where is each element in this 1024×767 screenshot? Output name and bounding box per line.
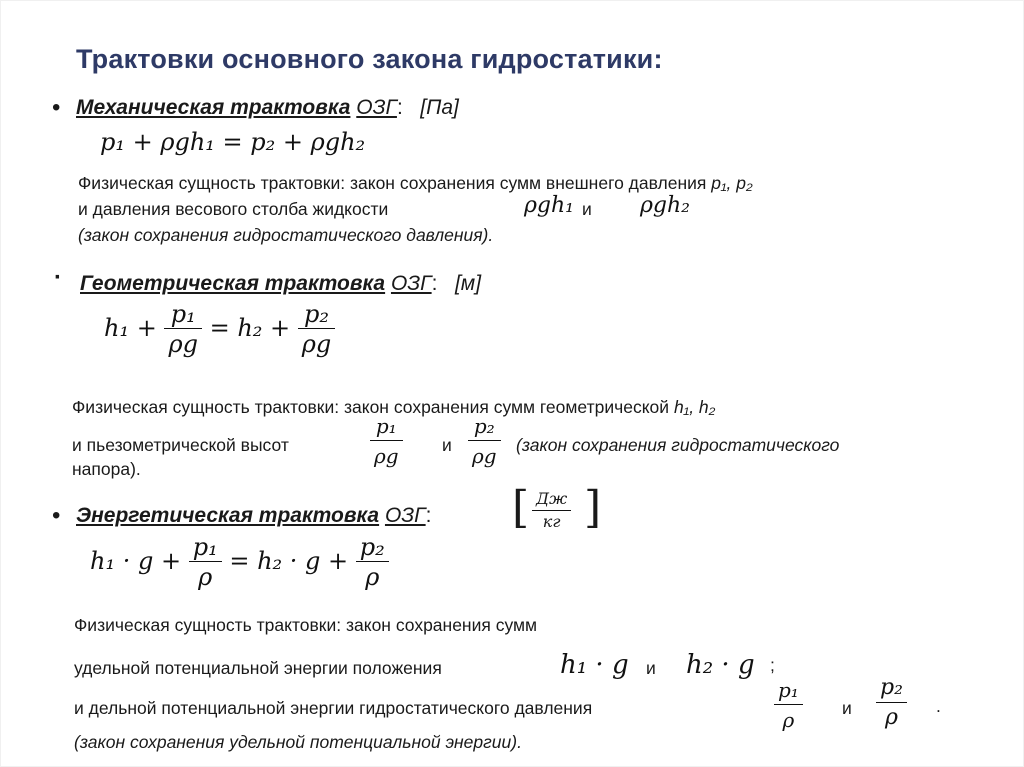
energy-inline-frac-2-den: ρ [884, 705, 898, 730]
heading-mechanical-abbr: ОЗГ [356, 96, 397, 119]
energy-frac-1 [189, 533, 222, 592]
energy-formula-mid: = h₂ · g + [229, 547, 349, 575]
unit-energy-bracket-right: ] [584, 482, 602, 533]
bullet-geometric: · [54, 264, 62, 291]
energy-and-2: и [842, 698, 852, 718]
energy-term1: h₁ · g [560, 650, 629, 680]
geo-inline-frac-1-num: p₁ [370, 412, 403, 441]
energy-inline-frac-1-inner [774, 676, 803, 735]
energy-inline-frac-2-num: p₂ [876, 674, 907, 703]
heading-geometric-abbr: ОЗГ [390, 272, 432, 295]
energy-frac-2 [356, 533, 389, 592]
heading-mechanical [76, 96, 459, 120]
geo-frac-2 [298, 300, 335, 359]
unit-mechanical: [Па] [420, 96, 459, 119]
mechanical-text-line1 [78, 172, 753, 194]
heading-mechanical-colon: : [396, 96, 403, 119]
geometric-text-line2-end: (закон сохранения гидростатического [516, 435, 840, 455]
geo-formula-h1: h₁ + [104, 314, 157, 342]
bullet-energy: • [52, 502, 61, 529]
bullet-mechanical: • [52, 94, 61, 121]
energy-frac-1-num: p₁ [189, 533, 222, 562]
geo-frac-1-num: p₁ [164, 300, 201, 329]
mechanical-line1-vars: p₁, p₂ [711, 173, 753, 193]
formula-geometric [104, 300, 335, 359]
geo-inline-frac-1-inner [370, 412, 403, 471]
energy-term2: h₂ · g [686, 650, 755, 680]
geo-inline-frac-1-den: ρg [374, 444, 399, 468]
energy-text-line2: удельной потенциальной энергии положения [74, 658, 442, 678]
energy-semicolon: ; [770, 655, 775, 675]
geometric-line1-vars: h₁, h₂ [673, 397, 716, 417]
geo-frac-2-num: p₂ [298, 300, 335, 329]
mechanical-text-line3: (закон сохранения гидростатического давления). [78, 225, 494, 245]
geometric-line1-text: Физическая сущность трактовки: закон сохранения сумм геометрической [72, 397, 674, 417]
geometric-text-line2: и пьезометрической высот [72, 435, 289, 455]
geo-inline-frac-2-inner [468, 412, 501, 471]
heading-mechanical-label: Механическая трактовка [76, 96, 351, 119]
mechanical-text-line2: и давления весового столба жидкости [78, 199, 389, 219]
energy-dot: . [936, 696, 941, 716]
energy-frac-2-den: ρ [365, 563, 380, 591]
energy-frac-1-den: ρ [198, 563, 213, 591]
geo-formula-eq: = h₂ + [209, 314, 291, 342]
energy-frac-2-num: p₂ [356, 533, 389, 562]
energy-inline-frac-2-inner [876, 674, 907, 733]
formula-energy [90, 533, 389, 592]
geo-frac-1 [164, 300, 201, 359]
geo-inline-frac-2-num: p₂ [468, 412, 501, 441]
energy-inline-frac-1-num: p₁ [774, 676, 803, 705]
slide-title: Трактовки основного закона гидростатики: [76, 44, 663, 74]
energy-text-line1: Физическая сущность трактовки: закон сохранения сумм [74, 615, 538, 635]
mechanical-and: и [582, 199, 592, 219]
energy-formula-left: h₁ · g + [90, 547, 182, 575]
heading-geometric [80, 272, 481, 296]
unit-energy-frac [532, 488, 571, 533]
geo-inline-frac-1 [370, 412, 403, 471]
geo-inline-frac-2 [468, 412, 501, 471]
energy-text-line3: и дельной потенциальной энергии гидростатического давления [74, 698, 593, 718]
geo-frac-1-den: ρg [168, 330, 198, 358]
unit-energy-num: Дж [532, 488, 571, 511]
heading-energy [76, 504, 431, 528]
unit-geometric: [м] [454, 272, 482, 295]
energy-inline-frac-2 [876, 674, 907, 733]
geo-inline-frac-2-den: ρg [472, 444, 497, 468]
geometric-text-line3: напора). [72, 459, 141, 479]
formula-mechanical: p₁ + ρgh₁ = p₂ + ρgh₂ [100, 128, 366, 156]
energy-text-line4: (закон сохранения удельной потенциальной энергии). [74, 732, 522, 752]
heading-energy-abbr: ОЗГ [384, 504, 426, 527]
geo-frac-2-den: ρg [301, 330, 332, 358]
energy-inline-frac-1 [774, 676, 803, 735]
heading-energy-colon: : [425, 504, 432, 527]
energy-and-1: и [646, 658, 656, 678]
unit-energy-bracket-left: [ [512, 482, 530, 533]
mechanical-term2: ρgh₂ [640, 193, 691, 218]
heading-geometric-label: Геометрическая трактовка [80, 272, 386, 295]
energy-inline-frac-1-den: ρ [782, 708, 795, 732]
mechanical-term1: ρgh₁ [524, 193, 575, 218]
heading-geometric-colon: : [431, 272, 438, 295]
heading-energy-label: Энергетическая трактовка [76, 504, 380, 527]
unit-energy-den: кг [542, 512, 561, 531]
geometric-and: и [442, 435, 452, 455]
mechanical-line1-text: Физическая сущность трактовки: закон сохранения сумм внешнего давления [78, 173, 712, 193]
